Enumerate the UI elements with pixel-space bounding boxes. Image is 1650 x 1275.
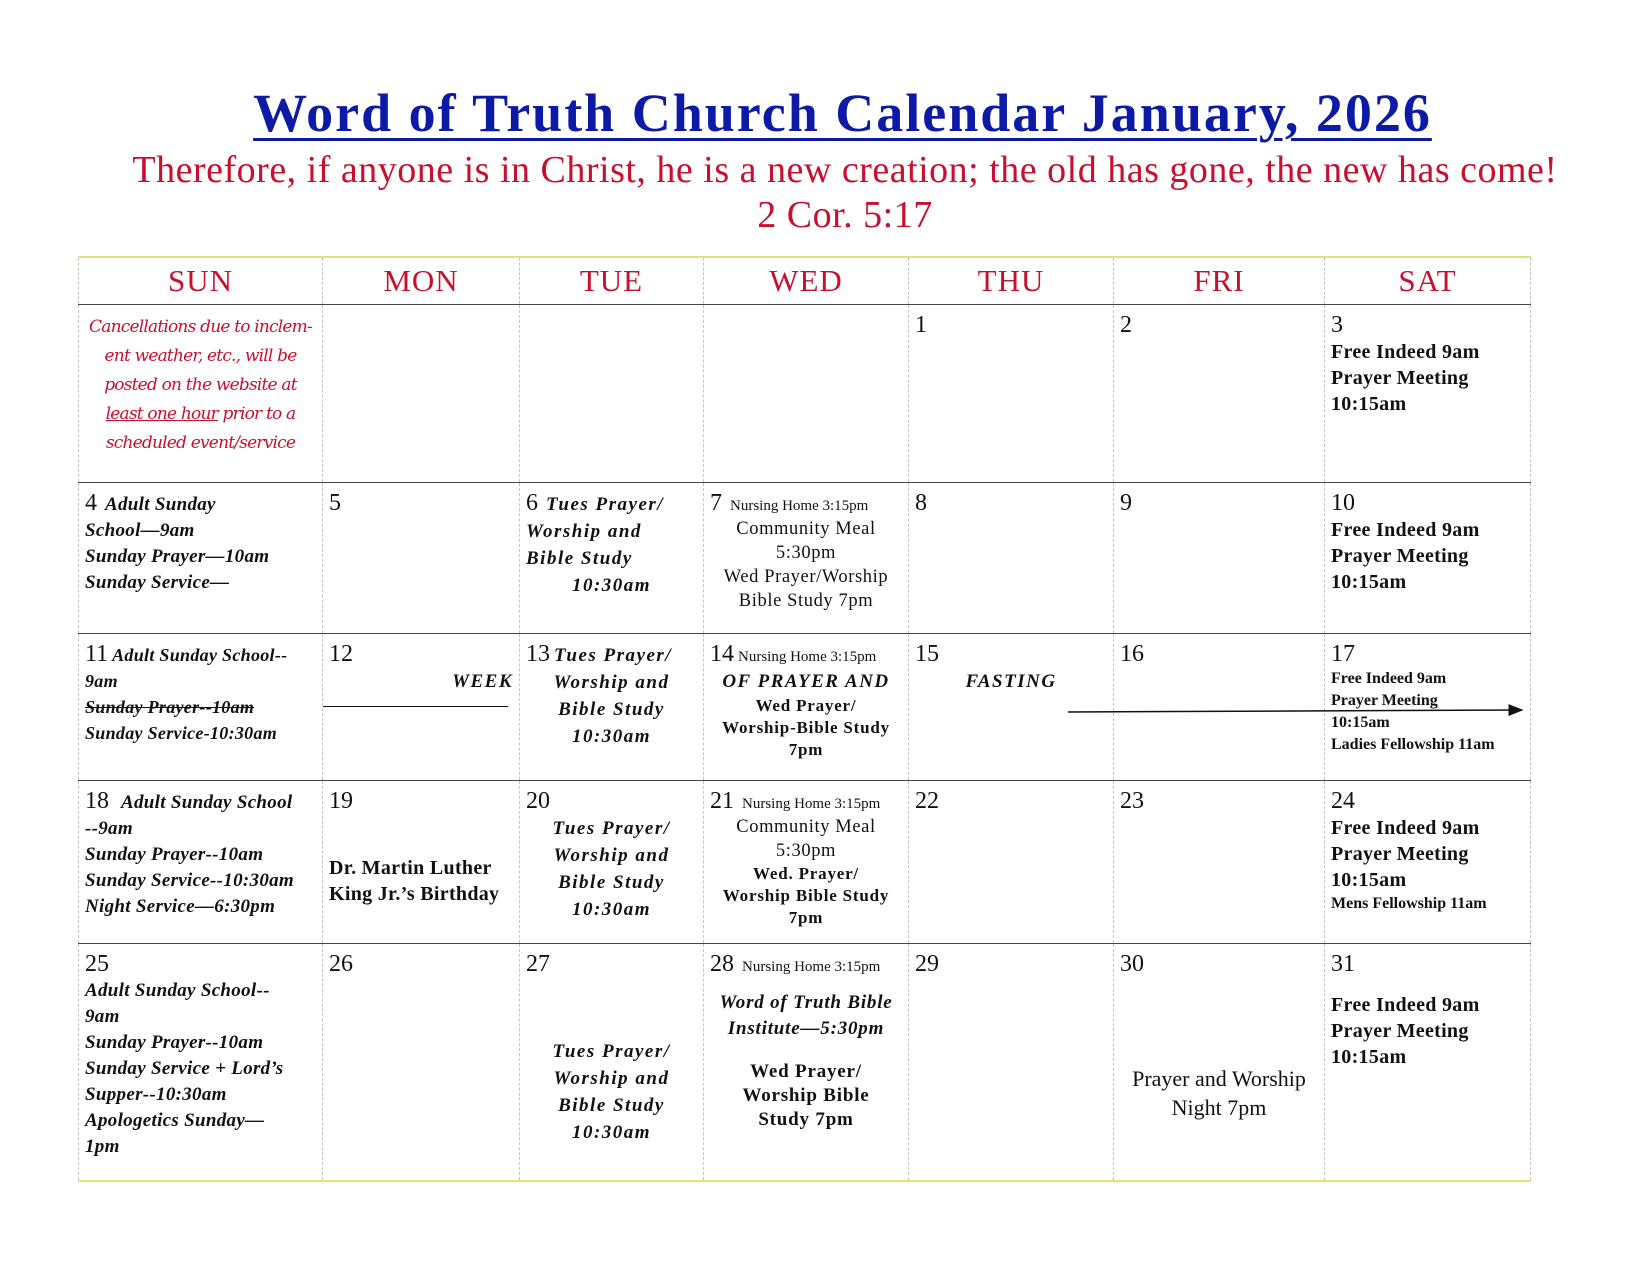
day-number: 12 xyxy=(329,641,353,667)
day-cell-19 xyxy=(323,781,520,944)
day-cell-23 xyxy=(1114,781,1325,944)
event-line: Sunday Service— xyxy=(85,572,230,593)
event-line: Prayer and Worship xyxy=(1132,1066,1306,1091)
event-line: 10:30am xyxy=(571,1122,652,1143)
day-number: 4 xyxy=(85,490,97,516)
event-line: Wed. Prayer/ xyxy=(753,864,859,883)
day-number: 19 xyxy=(329,788,353,814)
cancel-line: Cancellations due to inclem- xyxy=(89,317,312,337)
event-line: 5:30pm xyxy=(775,543,837,563)
day-cell-15 xyxy=(909,634,1114,781)
day-number: 25 xyxy=(85,951,109,977)
day-cell-empty xyxy=(323,305,520,483)
cancellation-notice xyxy=(85,313,316,458)
event-line: Free Indeed 9am xyxy=(1331,670,1447,687)
event-line: 10:30am xyxy=(571,899,652,920)
event-line: Worship and xyxy=(553,672,670,693)
day-cell-9 xyxy=(1114,483,1325,634)
weekday-fri: FRI xyxy=(1114,257,1325,305)
day-number: 1 xyxy=(915,312,927,338)
event-line: Worship Bible Study xyxy=(722,886,890,905)
cancel-line: scheduled event/service xyxy=(105,433,296,453)
event-line: Prayer Meeting xyxy=(1331,545,1469,567)
day-number: 7 xyxy=(710,490,722,516)
week-row-5 xyxy=(79,944,1531,1181)
event-line: Adult Sunday School xyxy=(121,792,293,813)
nursing-home-event: Nursing Home 3:15pm xyxy=(742,959,881,975)
event-line: 5:30pm xyxy=(775,841,837,861)
day-number: 18 xyxy=(85,788,109,814)
event-line: Worship and xyxy=(553,845,670,866)
week-row-4 xyxy=(79,781,1531,944)
day-cell-27 xyxy=(520,944,704,1181)
day-cell-11 xyxy=(79,634,323,781)
day-number: 27 xyxy=(526,951,550,977)
event-line: Tues Prayer/ xyxy=(552,818,671,839)
event-line: Word of Truth Bible xyxy=(719,992,893,1013)
week-row-1 xyxy=(79,305,1531,483)
day-number: 15 xyxy=(915,641,939,667)
event-line: Sunday Service--10:30am xyxy=(85,870,295,891)
event-line: 10:15am xyxy=(1331,1046,1407,1068)
day-cell-5 xyxy=(323,483,520,634)
day-number: 28 xyxy=(710,951,734,977)
fasting-label: FASTING xyxy=(965,671,1057,692)
day-number: 11 xyxy=(85,641,109,667)
event-line: Night 7pm xyxy=(1171,1095,1267,1120)
calendar-title: Word of Truth Church Calendar January, 2026 xyxy=(253,83,1432,143)
cancel-text: prior to a xyxy=(217,404,296,424)
day-cell-2 xyxy=(1114,305,1325,483)
day-number: 6 xyxy=(526,490,538,516)
day-number: 8 xyxy=(915,490,927,516)
event-line: Worship and xyxy=(553,1068,670,1089)
day-cell-13 xyxy=(520,634,704,781)
event-line: Bible Study xyxy=(558,699,665,720)
day-cell-17 xyxy=(1325,634,1531,781)
event-line: --9am xyxy=(85,818,133,839)
day-cell-3 xyxy=(1325,305,1531,483)
day-cell-8 xyxy=(909,483,1114,634)
event-line: Sunday Service-10:30am xyxy=(85,723,278,743)
event-line: 9am xyxy=(85,671,118,691)
day-cell-10 xyxy=(1325,483,1531,634)
day-number: 21 xyxy=(710,788,734,814)
event-line: Free Indeed 9am xyxy=(1331,341,1480,363)
event-line: Apologetics Sunday— xyxy=(85,1110,265,1131)
day-cell-4 xyxy=(79,483,323,634)
holiday-line: King Jr.’s Birthday xyxy=(329,883,500,905)
event-line: Prayer Meeting xyxy=(1331,843,1469,865)
event-line: 10:30am xyxy=(571,726,652,747)
nursing-home-event: Nursing Home 3:15pm xyxy=(730,498,869,514)
cancel-line: posted on the website at xyxy=(104,375,297,395)
day-cell-7 xyxy=(704,483,909,634)
day-cell-16 xyxy=(1114,634,1325,781)
day-cell-1 xyxy=(909,305,1114,483)
day-number: 9 xyxy=(1120,490,1132,516)
calendar-grid xyxy=(78,256,1531,1182)
weekday-header-row xyxy=(79,257,1531,305)
day-cell-21 xyxy=(704,781,909,944)
event-line: Study 7pm xyxy=(758,1109,854,1130)
event-line: Worship and xyxy=(526,521,642,542)
event-line: Adult Sunday xyxy=(105,494,216,515)
event-line: Mens Fellowship 11am xyxy=(1331,895,1487,912)
event-line: 9am xyxy=(85,1006,120,1027)
day-number: 31 xyxy=(1331,951,1355,977)
day-number: 5 xyxy=(329,490,341,516)
event-line: Adult Sunday School-- xyxy=(112,645,288,665)
weekday-wed: WED xyxy=(704,257,909,305)
week-row-3 xyxy=(79,634,1531,781)
event-line: Prayer Meeting xyxy=(1331,1020,1469,1042)
weekday-mon: MON xyxy=(323,257,520,305)
event-line: Worship Bible xyxy=(742,1085,870,1106)
day-number: 30 xyxy=(1120,951,1144,977)
event-line: Worship-Bible Study xyxy=(722,718,890,737)
weekday-tue: TUE xyxy=(520,257,704,305)
day-cell-6 xyxy=(520,483,704,634)
event-line: Tues Prayer/ xyxy=(546,494,665,515)
weekday-sun: SUN xyxy=(79,257,323,305)
event-line: Supper--10:30am xyxy=(85,1084,227,1105)
day-number: 16 xyxy=(1120,641,1144,667)
event-line-struck: Sunday Prayer--10am xyxy=(85,697,255,717)
day-number: 24 xyxy=(1331,788,1355,814)
event-line: Institute—5:30pm xyxy=(727,1018,885,1039)
event-line: Wed Prayer/ xyxy=(755,696,857,715)
week-of-prayer-line xyxy=(323,706,508,707)
day-cell-28 xyxy=(704,944,909,1181)
day-cell-26 xyxy=(323,944,520,1181)
event-line: Sunday Prayer—10am xyxy=(85,546,270,567)
day-cell-22 xyxy=(909,781,1114,944)
event-line: Prayer Meeting xyxy=(1331,692,1438,709)
day-cell-31 xyxy=(1325,944,1531,1181)
event-line: Sunday Service + Lord’s xyxy=(85,1058,284,1079)
day-number: 23 xyxy=(1120,788,1144,814)
event-line: Bible Study xyxy=(558,1095,665,1116)
week-of-prayer-label: WEEK xyxy=(452,671,513,692)
day-cell-24 xyxy=(1325,781,1531,944)
day-number: 13 xyxy=(526,641,550,667)
event-line: Community Meal xyxy=(736,519,876,539)
cancel-underlined: least one hour xyxy=(105,404,218,424)
cancel-line: ent weather, etc., will be xyxy=(104,346,297,366)
day-cell-29 xyxy=(909,944,1114,1181)
day-cell-empty xyxy=(520,305,704,483)
event-line: Night Service—6:30pm xyxy=(85,896,276,917)
day-number: 17 xyxy=(1331,641,1355,667)
event-line: 7pm xyxy=(788,740,824,759)
day-number: 29 xyxy=(915,951,939,977)
day-number: 10 xyxy=(1331,490,1355,516)
event-line: Wed Prayer/Worship xyxy=(723,567,889,587)
weekday-sat: SAT xyxy=(1325,257,1531,305)
event-line: Free Indeed 9am xyxy=(1331,817,1480,839)
event-line: Prayer Meeting xyxy=(1331,367,1469,389)
event-line: 10:15am xyxy=(1331,393,1407,415)
event-line: Community Meal xyxy=(736,817,876,837)
event-line: Bible Study 7pm xyxy=(738,591,874,611)
bible-verse: Therefore, if anyone is in Christ, he is a new creation; the old has gone, the new has come! 2 Cor. 5:17 xyxy=(132,149,1558,236)
event-line: School—9am xyxy=(85,520,195,541)
event-line: Tues Prayer/ xyxy=(554,645,673,666)
holiday-line: Dr. Martin Luther xyxy=(329,857,492,879)
event-line: Sunday Prayer--10am xyxy=(85,1032,264,1053)
day-cell-14 xyxy=(704,634,909,781)
event-line: Bible Study xyxy=(526,548,633,569)
event-line: 10:15am xyxy=(1331,714,1390,731)
day-cell-20 xyxy=(520,781,704,944)
event-line: Free Indeed 9am xyxy=(1331,994,1480,1016)
event-line: 10:30am xyxy=(571,575,652,596)
day-number: 14 xyxy=(710,641,734,667)
day-cell-18 xyxy=(79,781,323,944)
event-line: 10:15am xyxy=(1331,869,1407,891)
event-line: 1pm xyxy=(85,1136,120,1157)
prayer-and-label: OF PRAYER AND xyxy=(722,671,890,692)
event-line: Wed Prayer/ xyxy=(750,1061,862,1082)
event-line: 7pm xyxy=(788,908,824,927)
day-cell-30 xyxy=(1114,944,1325,1181)
event-line: Free Indeed 9am xyxy=(1331,519,1480,541)
event-line: 10:15am xyxy=(1331,571,1407,593)
day-cell-12 xyxy=(323,634,520,781)
nursing-home-event: Nursing Home 3:15pm xyxy=(738,649,877,665)
day-number: 3 xyxy=(1331,312,1343,338)
cancel-line xyxy=(85,400,316,429)
event-line: Ladies Fellowship 11am xyxy=(1331,736,1495,753)
day-number: 20 xyxy=(526,788,550,814)
event-line: Bible Study xyxy=(558,872,665,893)
weekday-thu: THU xyxy=(909,257,1114,305)
nursing-home-event: Nursing Home 3:15pm xyxy=(742,796,881,812)
day-cell-25 xyxy=(79,944,323,1181)
day-number: 22 xyxy=(915,788,939,814)
event-line: Tues Prayer/ xyxy=(552,1041,671,1062)
day-number: 2 xyxy=(1120,312,1132,338)
event-line: Sunday Prayer--10am xyxy=(85,844,264,865)
event-line: Adult Sunday School-- xyxy=(85,980,270,1001)
week-row-2 xyxy=(79,483,1531,634)
day-number: 26 xyxy=(329,951,353,977)
cancellation-notice-cell xyxy=(79,305,323,483)
day-cell-empty xyxy=(704,305,909,483)
